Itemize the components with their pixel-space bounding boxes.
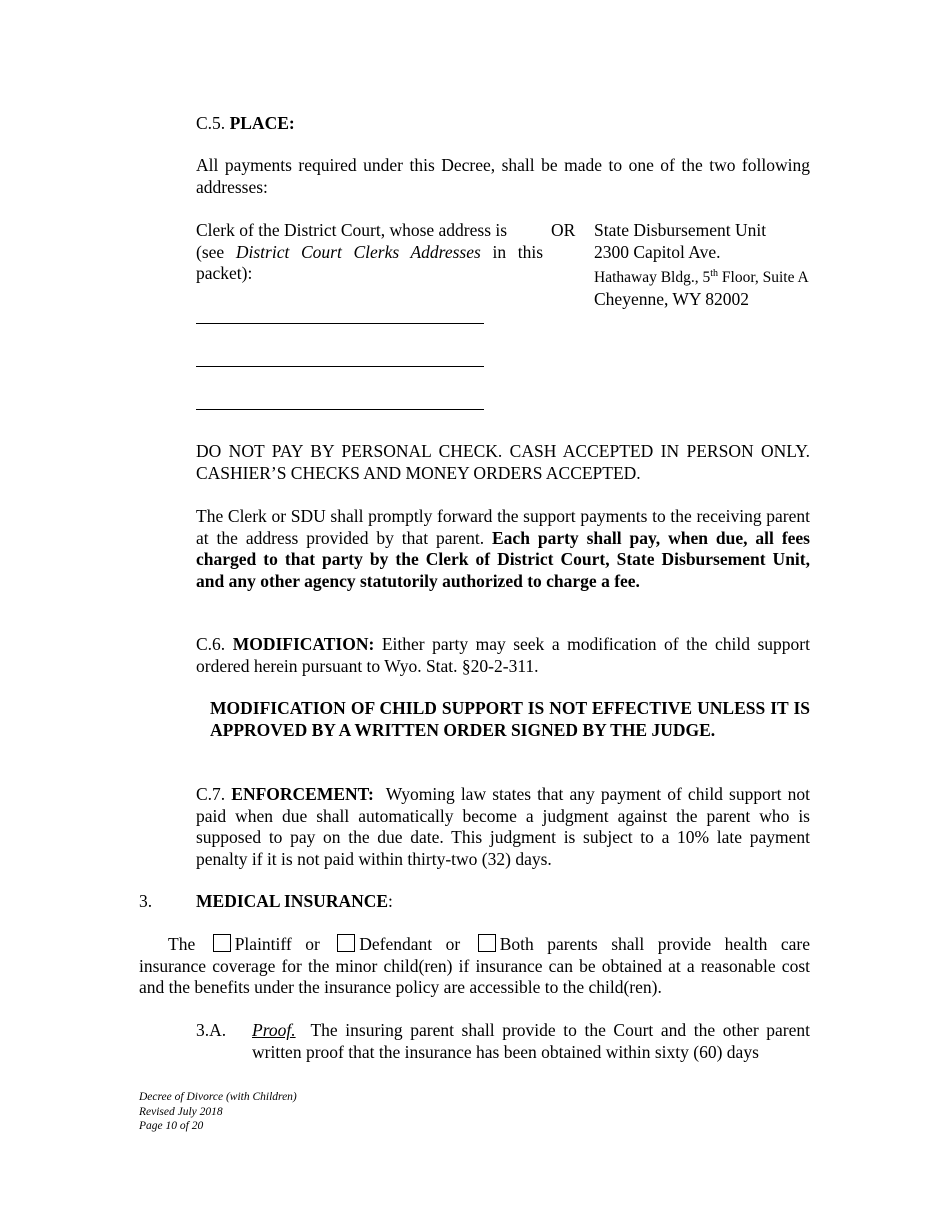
section-c7-paragraph: C.7. ENFORCEMENT: Wyoming law states that any payment of child support not paid when due shall automatically become a judgment against the parent who is supposed to pay on the due date. This judgment is subject to a 10% late payment penalty if it is not paid within thirty-two (32) days. bbox=[196, 784, 810, 869]
plaintiff-option-label: Plaintiff or bbox=[234, 934, 320, 954]
section-3a-paragraph: Proof. The insuring parent shall provide to the Court and the other parent written proof that the insurance has been obtained within sixty (60) days bbox=[252, 1020, 810, 1062]
both-parents-checkbox[interactable] bbox=[478, 934, 496, 952]
or-label: OR bbox=[551, 220, 576, 240]
clerk-address-blank-line-3 bbox=[196, 409, 484, 410]
defendant-checkbox[interactable] bbox=[337, 934, 355, 952]
section-3-number: 3. bbox=[139, 891, 153, 911]
sdu-address-block bbox=[594, 220, 854, 310]
section-title: MODIFICATION: bbox=[232, 634, 375, 654]
sdu-line-2: 2300 Capitol Ave. bbox=[594, 241, 721, 262]
section-number: C.7. bbox=[196, 784, 226, 804]
forward-payments-paragraph: The Clerk or SDU shall promptly forward the support payments to the receiving parent at the address provided by that parent. Each party shall pay, when due, all fees charged to that party by the Clerk of District Court, State Disbursement Unit, and any other agency statutorily authorized to charge a fee. bbox=[196, 506, 810, 591]
modification-warning: MODIFICATION OF CHILD SUPPORT IS NOT EFFECTIVE UNLESS IT IS APPROVED BY A WRITTEN ORDER SIGNED BY THE JUDGE. bbox=[210, 698, 810, 740]
section-3-heading: MEDICAL INSURANCE: bbox=[196, 891, 393, 911]
section-c5-heading bbox=[196, 113, 295, 135]
sdu-line-1: State Disbursement Unit bbox=[594, 220, 767, 240]
page-footer bbox=[139, 1090, 297, 1134]
payment-notice: DO NOT PAY BY PERSONAL CHECK. CASH ACCEPTED IN PERSON ONLY. CASHIER’S CHECKS AND MONEY ORDERS ACCEPTED. bbox=[196, 441, 810, 483]
medical-insurance-paragraph bbox=[139, 934, 810, 999]
section-number: C.6. bbox=[196, 634, 226, 654]
insurance-options-line: The Plaintiff or Defendant or Both parents shall provide health care bbox=[168, 934, 811, 954]
insurance-paragraph-rest: insurance coverage for the minor child(ren) if insurance can be obtained at a reasonable cost and the benefits under the insurance policy are accessible to the child(ren). bbox=[139, 955, 810, 997]
footer-document-title: Decree of Divorce (with Children) bbox=[139, 1091, 297, 1103]
clerk-address-block bbox=[196, 220, 543, 285]
sdu-line-4: Cheyenne, WY 82002 bbox=[594, 288, 750, 309]
section-number: C.5. bbox=[196, 113, 226, 133]
footer-page-number: Page 10 of 20 bbox=[139, 1120, 204, 1132]
section-title: PLACE: bbox=[229, 113, 295, 133]
c5-intro-paragraph: All payments required under this Decree, shall be made to one of the two following addresses: bbox=[196, 155, 810, 197]
clerk-line-2: (see District Court Clerks Addresses in this bbox=[196, 241, 544, 262]
section-title: ENFORCEMENT: bbox=[231, 784, 374, 804]
section-3a-number: 3.A. bbox=[196, 1020, 227, 1040]
section-title: MEDICAL INSURANCE bbox=[196, 891, 389, 911]
plaintiff-checkbox[interactable] bbox=[213, 934, 231, 952]
fees-statement: Each party shall pay, when due, all fees charged to that party by the Clerk of District Court, State Disbursement Unit, and any other agency statutorily authorized to charge a fee. bbox=[196, 527, 810, 591]
clerk-addresses-reference: District Court Clerks Addresses bbox=[235, 241, 481, 262]
footer-revision: Revised July 2018 bbox=[139, 1105, 223, 1118]
sdu-line-3: Hathaway Bldg., 5th Floor, Suite A bbox=[594, 268, 809, 287]
section-title: Proof. bbox=[252, 1020, 296, 1040]
section-c6-paragraph: C.6. MODIFICATION: Either party may seek a modification of the child support ordered herein pursuant to Wyo. Stat. §20-2-311. bbox=[196, 634, 810, 676]
clerk-address-blank-line-2 bbox=[196, 366, 484, 367]
clerk-address-blank-line-1 bbox=[196, 323, 484, 324]
both-option-label: Both parents shall provide health care bbox=[499, 934, 811, 954]
defendant-option-label: Defendant or bbox=[359, 934, 461, 954]
clerk-line-1: Clerk of the District Court, whose address is bbox=[196, 220, 508, 240]
clerk-line-3: packet): bbox=[196, 263, 253, 283]
